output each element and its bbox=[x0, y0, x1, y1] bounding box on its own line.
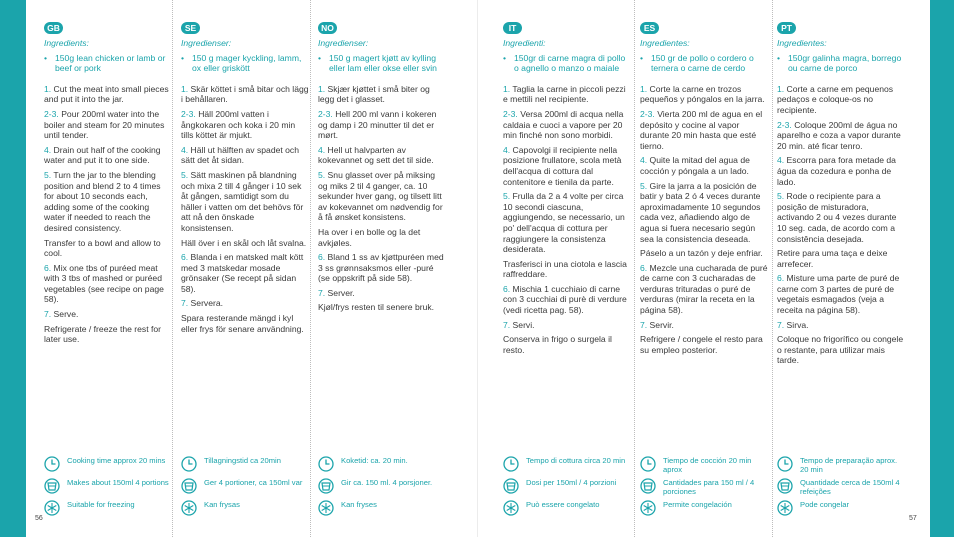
step-number: 2-3. bbox=[503, 108, 518, 119]
recipe-info-es bbox=[640, 456, 768, 522]
cup-icon bbox=[318, 478, 334, 494]
step-text: Servi. bbox=[510, 319, 535, 330]
ingredient-item: • 150 gr de pollo o cordero o ternera o carne de cerdo bbox=[640, 53, 768, 74]
ingredients-title: Ingredienti: bbox=[503, 38, 546, 48]
recipe-column-no bbox=[318, 22, 446, 317]
language-badge: NO bbox=[318, 22, 337, 34]
freezing bbox=[777, 500, 905, 517]
recipe-step bbox=[318, 227, 446, 248]
step-text: Misture uma parte de puré de carne com 3 partes de puré de vegetais esmagados (veja a receita na página 58). bbox=[777, 273, 900, 316]
cooking-time bbox=[777, 456, 905, 473]
recipe-step bbox=[44, 145, 172, 166]
step-text: Häll över i en skål och låt svalna. bbox=[181, 237, 307, 248]
portions-text: Quantidade cerca de 150ml 4 refeições bbox=[800, 478, 900, 496]
cup-icon bbox=[181, 478, 197, 494]
step-text: Frulla da 2 a 4 volte per circa 10 secondi ciascuna, aggiungendo, se necessario, un po' dell'acqua di cottura per raggiungere la consistenza desiderata. bbox=[503, 191, 625, 255]
recipe-column-gb bbox=[44, 22, 172, 349]
language-badge: ES bbox=[640, 22, 659, 34]
freezing-text: Kan frysas bbox=[204, 500, 240, 509]
step-number: 4. bbox=[640, 155, 648, 166]
portions-text: Ger 4 portioner, ca 150ml var bbox=[204, 478, 303, 487]
step-text: Refrigere / congele el resto para su empleo posterior. bbox=[640, 334, 763, 355]
step-number: 1. bbox=[777, 83, 785, 94]
step-text: Gire la jarra a la posición de batir y bata 2 ó 4 veces durante aproximadamente 10 segundos cada vez, añadiendo algo de agua si fuera necesario según sea la consistencia deseada. bbox=[640, 180, 761, 244]
freezing-text: Suitable for freezing bbox=[67, 500, 135, 509]
clock-icon bbox=[777, 456, 793, 472]
recipe-step bbox=[640, 248, 768, 259]
step-number: 2-3. bbox=[181, 108, 196, 119]
step-number: 4. bbox=[503, 144, 511, 155]
column-divider bbox=[172, 0, 173, 537]
cup-icon bbox=[503, 478, 519, 494]
step-number: 2-3. bbox=[777, 119, 792, 130]
step-text: Kjøl/frys resten til senere bruk. bbox=[318, 302, 435, 313]
recipe-step bbox=[640, 155, 768, 176]
recipe-step bbox=[777, 84, 905, 116]
cooking-time bbox=[181, 456, 309, 473]
clock-icon bbox=[503, 456, 519, 472]
recipe-step bbox=[503, 84, 631, 105]
step-text: Spara resterande mängd i kyl eller frys för senare användning. bbox=[181, 313, 304, 334]
step-text: Serve. bbox=[51, 309, 79, 320]
step-text: Mischia 1 cucchiaio di carne con 3 cucchiai di purè di verdure (vedi ricetta pag. 58). bbox=[503, 283, 627, 316]
step-number: 7. bbox=[777, 319, 785, 330]
step-text: Cut the meat into small pieces and put it into the jar. bbox=[44, 83, 169, 105]
step-number: 4. bbox=[777, 155, 785, 166]
freezing bbox=[44, 500, 172, 517]
step-text: Drain out half of the cooking water and put it to one side. bbox=[44, 144, 161, 166]
recipe-step bbox=[318, 109, 446, 141]
step-number: 7. bbox=[503, 319, 511, 330]
recipe-step bbox=[503, 145, 631, 187]
freezing bbox=[181, 500, 309, 517]
right-edge-bar bbox=[930, 0, 954, 537]
step-text: Capovolgi il recipiente nella posizione frullatore, scola metà dell'acqua di cottura dal contenitore e tienila da parte. bbox=[503, 144, 622, 187]
freezing-text: Kan fryses bbox=[341, 500, 377, 509]
recipe-step bbox=[318, 288, 446, 299]
recipe-step bbox=[503, 284, 631, 316]
recipe-step bbox=[777, 120, 905, 152]
step-number: 6. bbox=[44, 262, 52, 273]
recipe-step bbox=[181, 298, 309, 309]
step-text: Mezcle una cucharada de puré de carne con 3 cucharadas de verduras trituradas o puré de verduras (mirar la receta en la página 58). bbox=[640, 262, 768, 316]
ingredients-title: Ingredienser: bbox=[318, 38, 369, 48]
cup-icon bbox=[777, 478, 793, 494]
step-number: 6. bbox=[640, 262, 648, 273]
recipe-step bbox=[44, 84, 172, 105]
language-badge: SE bbox=[181, 22, 200, 34]
recipe-step bbox=[640, 334, 768, 355]
ingredient-item: • 150 g mager kyckling, lamm, ox eller griskött bbox=[181, 53, 309, 74]
step-number: 4. bbox=[318, 144, 326, 155]
portions bbox=[318, 478, 446, 495]
ingredients-title: Ingredientes: bbox=[640, 38, 690, 48]
snowflake-icon bbox=[503, 500, 519, 516]
recipe-info-gb bbox=[44, 456, 172, 522]
recipe-step bbox=[181, 252, 309, 294]
snowflake-icon bbox=[181, 500, 197, 516]
recipe-step bbox=[318, 170, 446, 223]
step-text: Versa 200ml di acqua nella caldaia e cuoci a vapore per 20 min finché non sono morbidi. bbox=[503, 108, 624, 141]
step-number: 7. bbox=[318, 287, 326, 298]
clock-icon bbox=[181, 456, 197, 472]
step-number: 6. bbox=[777, 273, 785, 284]
snowflake-icon bbox=[318, 500, 334, 516]
recipe-step bbox=[318, 302, 446, 313]
step-text: Páselo a un tazón y deje enfriar. bbox=[640, 248, 763, 259]
portions-text: Makes about 150ml 4 portions bbox=[67, 478, 169, 487]
cup-icon bbox=[640, 478, 656, 494]
recipe-step bbox=[318, 252, 446, 284]
step-text: Servera. bbox=[188, 298, 224, 309]
freezing bbox=[640, 500, 768, 517]
recipe-step bbox=[44, 109, 172, 141]
freezing-text: Può essere congelato bbox=[526, 500, 600, 509]
step-number: 1. bbox=[640, 83, 648, 94]
cooking-time-text: Tempo di cottura circa 20 min bbox=[526, 456, 626, 465]
clock-icon bbox=[44, 456, 60, 472]
page-number-left: 56 bbox=[35, 515, 43, 522]
recipe-step bbox=[503, 320, 631, 331]
clock-icon bbox=[640, 456, 656, 472]
recipe-step bbox=[777, 334, 905, 366]
portions bbox=[503, 478, 631, 495]
recipe-step bbox=[640, 109, 768, 151]
freezing-text: Permite congelación bbox=[663, 500, 732, 509]
step-text: Sätt maskinen på blandning och mixa 2 till 4 gånger i 10 sek åt gången, samtidigt som du häller i vatten om det behövs för att nå den önskade konsistensen. bbox=[181, 169, 304, 233]
step-number: 5. bbox=[777, 191, 785, 202]
cup-icon bbox=[44, 478, 60, 494]
step-text: Ha over i en bolle og la det avkjøles. bbox=[318, 226, 421, 248]
step-text: Coloque no frigorífico ou congele o restante, para utilizar mais tarde. bbox=[777, 334, 904, 366]
recipe-step bbox=[181, 170, 309, 234]
recipe-step bbox=[318, 84, 446, 105]
step-number: 2-3. bbox=[44, 108, 59, 119]
freezing-text: Pode congelar bbox=[800, 500, 849, 509]
step-text: Conserva in frigo o surgela il resto. bbox=[503, 334, 612, 355]
step-text: Snu glasset over på miksing og miks 2 til 4 ganger, ca. 10 sekunder hver gang, og tilsett litt av kokevannet om nødvendig for å få ønsket konsistens. bbox=[318, 169, 443, 223]
portions-text: Gir ca. 150 ml. 4 porsjoner. bbox=[341, 478, 433, 487]
recipe-step bbox=[181, 313, 309, 334]
step-text: Vierta 200 ml de agua en el depósito y cocine al vapor durante 20 min hasta que esté tierno. bbox=[640, 108, 763, 151]
portions-text: Cantidades para 150 ml / 4 porciones bbox=[663, 478, 755, 496]
recipe-step bbox=[44, 263, 172, 305]
cooking-time-text: Tiempo de cocción 20 min aprox bbox=[663, 456, 752, 474]
snowflake-icon bbox=[44, 500, 60, 516]
recipe-step bbox=[640, 320, 768, 331]
ingredient-item: • 150g lean chicken or lamb or beef or pork bbox=[44, 53, 172, 74]
step-number: 5. bbox=[318, 169, 326, 180]
recipe-step bbox=[181, 109, 309, 141]
step-text: Corte la carne en trozos pequeños y póngalos en la jarra. bbox=[640, 83, 765, 105]
recipe-step bbox=[777, 320, 905, 331]
step-text: Häll ut hälften av spadet och sätt det åt sidan. bbox=[181, 144, 300, 166]
step-text: Servir. bbox=[647, 319, 674, 330]
step-text: Refrigerate / freeze the rest for later use. bbox=[44, 323, 162, 345]
step-text: Hell 200 ml vann i kokeren og damp i 20 minutter til det er mørt. bbox=[318, 108, 437, 141]
step-text: Retire para uma taça e deixe arrefecer. bbox=[777, 248, 888, 269]
step-number: 5. bbox=[181, 169, 189, 180]
recipe-column-it bbox=[503, 22, 631, 359]
recipe-step bbox=[503, 259, 631, 280]
step-number: 5. bbox=[44, 169, 52, 180]
cooking-time-text: Tillagningstid ca 20min bbox=[204, 456, 281, 465]
recipe-step bbox=[777, 273, 905, 315]
step-number: 5. bbox=[503, 191, 511, 202]
step-text: Transfer to a bowl and allow to cool. bbox=[44, 237, 161, 259]
step-text: Corte a carne em pequenos pedaços e coloque-os no recipiente. bbox=[777, 83, 894, 115]
step-number: 1. bbox=[181, 83, 189, 94]
recipe-step bbox=[777, 191, 905, 244]
ingredients-title: Ingredienser: bbox=[181, 38, 232, 48]
cooking-time bbox=[640, 456, 768, 473]
step-text: Taglia la carne in piccoli pezzi e mettili nel recipiente. bbox=[503, 83, 626, 105]
step-number: 2-3. bbox=[640, 108, 655, 119]
recipe-step bbox=[777, 248, 905, 269]
step-text: Sirva. bbox=[784, 319, 809, 330]
step-text: Häll 200ml vatten i ångkokaren och koka i 20 min tills köttet är mjukt. bbox=[181, 108, 296, 141]
cooking-time bbox=[44, 456, 172, 473]
ingredient-item: • 150gr di carne magra di pollo o agnello o manzo o maiale bbox=[503, 53, 631, 74]
recipe-info-it bbox=[503, 456, 631, 522]
step-text: Coloque 200ml de água no aparelho e coza a vapor durante 20 min. até ficar tenro. bbox=[777, 119, 901, 151]
recipe-column-se bbox=[181, 22, 309, 338]
ingredient-item: • 150gr galinha magra, borrego ou carne de porco bbox=[777, 53, 905, 74]
language-badge: GB bbox=[44, 22, 63, 34]
step-text: Skjær kjøttet i små biter og legg det i glasset. bbox=[318, 83, 430, 105]
step-number: 2-3. bbox=[318, 108, 333, 119]
recipe-step bbox=[44, 324, 172, 345]
step-number: 4. bbox=[181, 144, 189, 155]
recipe-step bbox=[44, 170, 172, 234]
snowflake-icon bbox=[640, 500, 656, 516]
step-text: Mix one tbs of puréed meat with 3 tbs of mashed or puréed vegetables (see recipe on page 58). bbox=[44, 262, 164, 305]
recipe-step bbox=[503, 109, 631, 141]
recipe-info-no bbox=[318, 456, 446, 522]
step-text: Hell ut halvparten av kokevannet og sett det til side. bbox=[318, 144, 434, 166]
step-number: 7. bbox=[44, 309, 52, 320]
step-text: Rode o recipiente para a posição de misturadora, activando 2 ou 4 vezes durante 10 seg. cada, de acordo com a consistência desejada. bbox=[777, 191, 897, 244]
step-text: Server. bbox=[325, 287, 355, 298]
step-number: 1. bbox=[503, 83, 511, 94]
freezing bbox=[503, 500, 631, 517]
recipe-column-es bbox=[640, 22, 768, 359]
column-divider bbox=[772, 0, 773, 537]
recipe-step bbox=[181, 145, 309, 166]
step-number: 1. bbox=[318, 83, 326, 94]
step-text: Quite la mitad del agua de cocción y póngala a un lado. bbox=[640, 155, 750, 176]
recipe-step bbox=[503, 334, 631, 355]
portions bbox=[777, 478, 905, 495]
portions-text: Dosi per 150ml / 4 porzioni bbox=[526, 478, 617, 487]
step-text: Blanda i en matsked malt kött med 3 matskedar mosade grönsaker (Se recept på sidan 58). bbox=[181, 252, 304, 294]
recipe-step bbox=[181, 238, 309, 249]
column-divider bbox=[634, 0, 635, 537]
recipe-step bbox=[503, 191, 631, 255]
step-number: 7. bbox=[181, 298, 189, 309]
clock-icon bbox=[318, 456, 334, 472]
ingredients-title: Ingredients: bbox=[44, 38, 89, 48]
ingredients-title: Ingredientes: bbox=[777, 38, 827, 48]
recipe-step bbox=[777, 155, 905, 187]
step-text: Escorra para fora metade da água da cozedura e ponha de lado. bbox=[777, 155, 896, 187]
left-edge-bar bbox=[0, 0, 26, 537]
recipe-column-pt bbox=[777, 22, 905, 370]
recipe-step bbox=[640, 263, 768, 316]
step-text: Turn the jar to the blending position and blend 2 to 4 times for about 10 seconds each, adding some of the cooking water if needed to reach the desired consistency. bbox=[44, 169, 161, 233]
ingredient-item: • 150 g magert kjøtt av kylling eller lam eller okse eller svin bbox=[318, 53, 446, 74]
step-text: Skär köttet i små bitar och lägg i behållaren. bbox=[181, 83, 309, 105]
step-number: 6. bbox=[503, 283, 511, 294]
recipe-info-pt bbox=[777, 456, 905, 522]
language-badge: IT bbox=[503, 22, 522, 34]
step-number: 4. bbox=[44, 144, 52, 155]
step-text: Pour 200ml water into the boiler and steam for 20 minutes until tender. bbox=[44, 108, 165, 141]
recipe-info-se bbox=[181, 456, 309, 522]
step-number: 7. bbox=[640, 319, 648, 330]
freezing bbox=[318, 500, 446, 517]
recipe-step bbox=[640, 84, 768, 105]
page-gutter bbox=[477, 0, 478, 537]
page-number-right: 57 bbox=[909, 515, 917, 522]
language-badge: PT bbox=[777, 22, 796, 34]
portions bbox=[640, 478, 768, 495]
recipe-step bbox=[44, 238, 172, 259]
recipe-step bbox=[640, 181, 768, 245]
cooking-time-text: Tempo de preparação aprox. 20 min bbox=[800, 456, 898, 474]
portions bbox=[181, 478, 309, 495]
step-number: 6. bbox=[318, 252, 326, 263]
recipe-step bbox=[181, 84, 309, 105]
recipe-step bbox=[44, 309, 172, 320]
step-text: Bland 1 ss av kjøttpuréen med 3 ss grønnsaksmos eller -puré (se oppskrift på side 58). bbox=[318, 252, 444, 284]
step-number: 6. bbox=[181, 252, 189, 263]
step-text: Trasferisci in una ciotola e lascia raffreddare. bbox=[503, 258, 627, 280]
cooking-time bbox=[503, 456, 631, 473]
cooking-time-text: Cooking time approx 20 mins bbox=[67, 456, 166, 465]
cooking-time-text: Koketid: ca. 20 min. bbox=[341, 456, 408, 465]
recipe-step bbox=[318, 145, 446, 166]
column-divider bbox=[310, 0, 311, 537]
snowflake-icon bbox=[777, 500, 793, 516]
step-number: 5. bbox=[640, 180, 648, 191]
step-number: 1. bbox=[44, 83, 52, 94]
portions bbox=[44, 478, 172, 495]
cooking-time bbox=[318, 456, 446, 473]
